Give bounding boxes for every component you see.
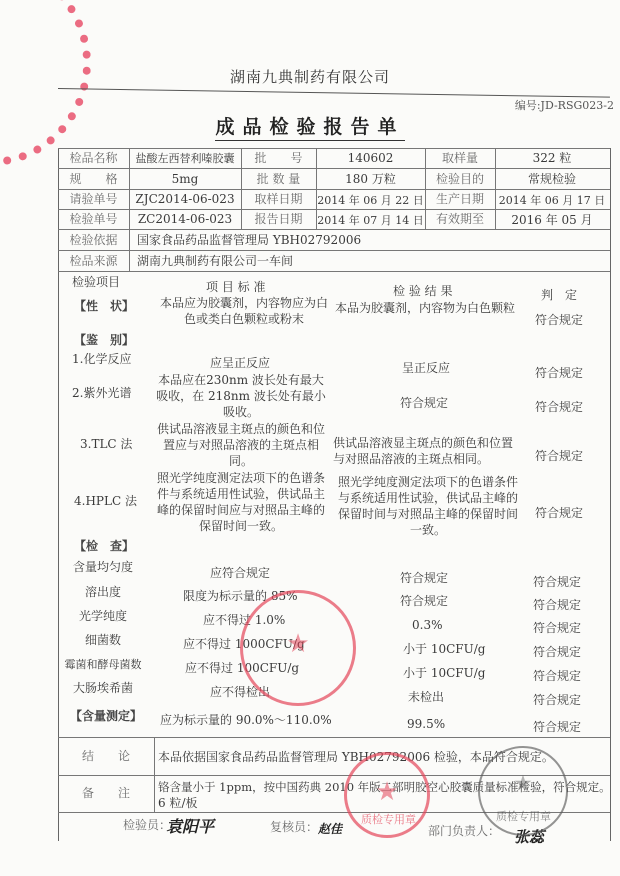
col-header-item: 检验项目: [72, 275, 121, 289]
purpose-label: 检验目的: [435, 172, 484, 186]
standard-e-coli: 应不得检出: [210, 685, 271, 699]
verdict-content-uniformity: 符合规定: [533, 575, 582, 589]
verdict-optical-purity: 符合规定: [533, 621, 582, 635]
conclusion-text: 本品依据国家食品药品监督管理局 YBH02792006 检验，本品符合规定。: [158, 750, 554, 764]
standard-bacteria-count: 应不得过 1000CFU/g: [183, 637, 305, 651]
item-hplc: 4.HPLC 法: [74, 494, 137, 508]
result-content-uniformity: 符合规定: [400, 571, 449, 585]
standard-optical-purity: 应不得过 1.0%: [203, 613, 286, 627]
verdict-appearance: 符合规定: [535, 313, 584, 327]
standard-appearance: 本品应为胶囊剂，内容物应为白色或类白色颗粒或粉末: [159, 296, 328, 326]
basis-value: 国家食品药品监督管理局 YBH02792006: [137, 233, 362, 247]
result-optical-purity: 0.3%: [412, 618, 443, 632]
conclusion-label: 结 论: [81, 749, 130, 763]
report-title-text: 成品检验报告单: [215, 116, 404, 141]
result-tlc: 供试品溶液显主斑点的颜色和位置与对照品溶液的主斑点相同。: [333, 436, 514, 466]
item-tlc: 3.TLC 法: [80, 437, 133, 451]
table-line: [58, 250, 610, 251]
spec-label: 规 格: [69, 172, 118, 186]
standard-dissolution: 限度为标示量的 85%: [183, 589, 298, 603]
standard-tlc: 供试品溶液显主斑点的颜色和位置应与对照品溶液的主斑点相同。: [156, 422, 325, 468]
spec-value: 5mg: [171, 172, 199, 186]
company-red-stamp: [240, 590, 356, 706]
result-chemical-reaction: 呈正反应: [402, 361, 451, 375]
col-header-verdict: 判 定: [541, 288, 578, 302]
standard-mold-yeast: 应不得过 100CFU/g: [185, 661, 300, 675]
expiry-value: 2016 年 05 月: [511, 213, 593, 227]
item-optical-purity: 光学纯度: [78, 609, 127, 623]
request-no-label: 请验单号: [69, 192, 118, 206]
document-code: 编号:JD-RSG023-2: [514, 99, 614, 112]
report-date-label: 报告日期: [254, 212, 303, 226]
sample-qty-label: 取样量: [441, 151, 478, 165]
remarks-label: 备 注: [81, 786, 130, 800]
section-appearance: 【性 状】: [74, 299, 135, 313]
verdict-tlc: 符合规定: [535, 449, 584, 463]
item-e-coli: 大肠埃希菌: [72, 681, 133, 695]
table-line: [58, 229, 610, 230]
sample-qty-value: 322 粒: [532, 151, 572, 165]
result-e-coli: 未检出: [408, 690, 445, 704]
test-no-value: ZC2014-06-023: [137, 212, 233, 226]
product-name-label: 检品名称: [69, 151, 118, 165]
item-dissolution: 溶出度: [84, 585, 121, 599]
purpose-value: 常规检验: [527, 172, 576, 186]
product-name-value: 盐酸左西替利嗪胶囊: [135, 152, 235, 165]
verdict-chemical-reaction: 符合规定: [535, 366, 584, 380]
company-name: 湖南九典制药有限公司: [229, 68, 390, 86]
result-hplc: 照光学纯度测定法项下的色谱条件与系统适用性试验，供试品主峰的保留时间与对照品主峰的保留时间一致。: [337, 475, 518, 537]
basis-label: 检验依据: [69, 233, 118, 247]
verdict-assay: 符合规定: [533, 720, 582, 734]
section-assay: 【含量测定】: [70, 709, 143, 723]
standard-uv-spectrum: 本品应在230nm 波长处有最大吸收，在 218nm 波长处有最小吸收。: [156, 373, 326, 419]
section-tests: 【检 查】: [74, 539, 135, 553]
standard-hplc: 照光学纯度测定法项下的色谱条件与系统适用性试验，供试品主峰的保留时间应与对照品主峰的保留时间一致。: [156, 471, 325, 533]
inspector-label: 检验员：: [123, 818, 172, 832]
dept-head-signature: 张蕊: [514, 828, 545, 846]
production-date-label: 生产日期: [435, 192, 484, 206]
production-date-value: 2014 年 06 月 17 日: [498, 194, 606, 207]
table-line: [58, 168, 610, 169]
source-label: 检品来源: [69, 254, 118, 268]
sample-date-label: 取样日期: [254, 192, 303, 206]
col-header-standard: 项 目 标 准: [206, 280, 266, 294]
table-line: [58, 209, 610, 210]
batch-no-label: 批 号: [254, 151, 303, 165]
result-assay: 99.5%: [407, 717, 446, 731]
report-title: [0, 112, 620, 139]
table-line: [58, 148, 610, 149]
verdict-bacteria-count: 符合规定: [533, 645, 582, 659]
item-uv-spectrum: 2.紫外光谱: [72, 386, 132, 400]
remarks-line-1: 铬含量小于 1ppm，按中国药典 2010 年版二部明胶空心胶囊质量标准检验，符合规定。: [158, 780, 611, 794]
source-value: 湖南九典制药有限公司一车间: [137, 254, 294, 268]
table-line: [58, 271, 610, 272]
verdict-uv-spectrum: 符合规定: [535, 400, 584, 414]
table-line: [154, 737, 155, 812]
qc-grey-stamp: [478, 746, 568, 836]
item-content-uniformity: 含量均匀度: [72, 560, 133, 574]
table-line: [129, 148, 130, 271]
expiry-label: 有效期至: [435, 212, 484, 226]
request-no-value: ZJC2014-06-023: [135, 192, 235, 206]
item-bacteria-count: 细菌数: [84, 633, 121, 647]
result-dissolution: 符合规定: [400, 594, 449, 608]
verdict-dissolution: 符合规定: [533, 598, 582, 612]
inspector-signature: 袁阳平: [166, 817, 215, 836]
item-mold-yeast: 霉菌和酵母菌数: [64, 658, 142, 671]
section-identification: 【鉴 别】: [74, 333, 135, 347]
test-no-label: 检验单号: [69, 212, 118, 226]
reviewer-signature: 赵佳: [318, 822, 343, 836]
standard-content-uniformity: 应符合规定: [210, 566, 271, 580]
result-appearance: 本品为胶囊剂，内容物为白色颗粒: [334, 301, 515, 315]
col-header-result: 检 验 结 果: [393, 284, 453, 298]
qc-red-stamp: [344, 752, 430, 838]
verdict-hplc: 符合规定: [535, 506, 584, 520]
sample-date-value: 2014 年 06 月 22 日: [317, 194, 424, 207]
result-bacteria-count: 小于 10CFU/g: [403, 642, 486, 656]
batch-qty-label: 批 数 量: [256, 172, 301, 186]
verdict-mold-yeast: 符合规定: [533, 669, 582, 683]
result-uv-spectrum: 符合规定: [400, 396, 449, 410]
batch-qty-value: 180 万粒: [345, 172, 396, 186]
item-chemical-reaction: 1.化学反应: [72, 352, 132, 366]
result-mold-yeast: 小于 10CFU/g: [403, 666, 486, 680]
table-line: [58, 737, 610, 738]
qc-red-stamp-text: 质检专用章: [361, 813, 416, 826]
verdict-e-coli: 符合规定: [533, 693, 582, 707]
standard-chemical-reaction: 应呈正反应: [210, 356, 271, 370]
qc-grey-stamp-text: 质检专用章: [496, 810, 551, 823]
remarks-line-2: 6 粒/板: [158, 796, 198, 810]
batch-no-value: 140602: [347, 151, 394, 165]
standard-assay: 应为标示量的 90.0%～110.0%: [160, 713, 332, 727]
report-date-value: 2014 年 07 月 14 日: [317, 214, 424, 227]
dept-head-label: 部门负责人：: [428, 824, 501, 838]
reviewer-label: 复核员：: [270, 820, 319, 834]
table-line: [58, 189, 610, 190]
